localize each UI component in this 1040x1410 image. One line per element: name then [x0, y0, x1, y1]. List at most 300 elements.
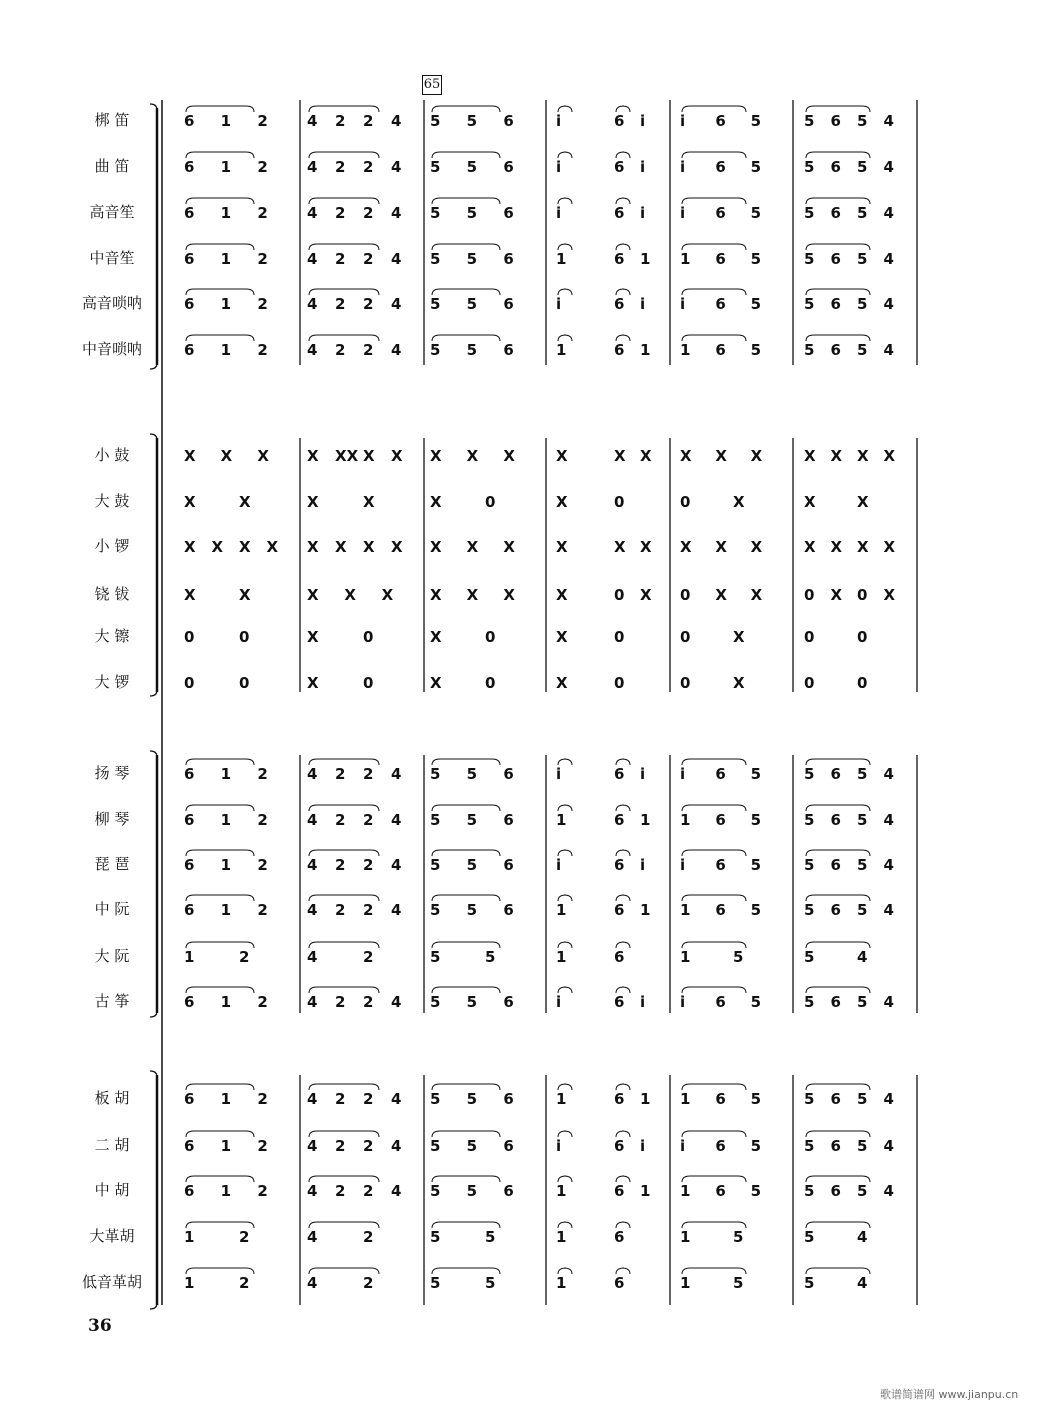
note: 2: [363, 1137, 374, 1155]
note: 5: [857, 811, 868, 829]
note: 5: [750, 856, 762, 874]
note: 5: [430, 1090, 441, 1108]
note: 2: [257, 295, 268, 313]
note: 5: [466, 112, 478, 130]
note: 4: [307, 1274, 318, 1292]
note: X: [184, 538, 196, 556]
note: 1: [640, 341, 651, 359]
note: X: [883, 538, 896, 556]
note: 5: [804, 901, 815, 919]
instrument-label: 大 镲: [94, 627, 130, 645]
note: 5: [466, 856, 478, 874]
note: 2: [363, 1182, 374, 1200]
note: 5: [430, 204, 441, 222]
note: 5: [804, 993, 815, 1011]
note: 2: [363, 158, 374, 176]
note: 6: [503, 204, 514, 222]
note: 5: [430, 901, 441, 919]
note: 5: [466, 993, 478, 1011]
note: i: [640, 993, 646, 1011]
note: 5: [857, 765, 868, 783]
instrument-label: 低音革胡: [81, 1273, 142, 1291]
note: 5: [430, 1228, 441, 1246]
note: 4: [391, 112, 402, 130]
note: 6: [184, 158, 195, 176]
note: i: [640, 158, 646, 176]
note: X: [363, 538, 375, 556]
note: X: [804, 447, 816, 465]
note: 1: [556, 250, 567, 268]
note: 5: [750, 1090, 762, 1108]
note: 2: [239, 1228, 250, 1246]
note: 5: [466, 901, 478, 919]
instrument-label: 梆 笛: [94, 111, 130, 129]
note: X: [503, 538, 515, 556]
note: X: [733, 628, 745, 646]
note: 6: [830, 993, 841, 1011]
note: X: [680, 447, 692, 465]
note: i: [640, 1137, 646, 1155]
note: 2: [257, 993, 268, 1011]
note: 6: [503, 1137, 514, 1155]
note: X: [804, 493, 816, 511]
note: i: [680, 1137, 686, 1155]
note: 1: [220, 295, 232, 313]
note: 2: [335, 993, 346, 1011]
note: 4: [307, 901, 318, 919]
note: 4: [883, 856, 894, 874]
note: X: [430, 674, 442, 692]
note: X: [239, 538, 251, 556]
note: 1: [220, 250, 232, 268]
note: 6: [830, 1137, 841, 1155]
note: 6: [715, 112, 726, 130]
note: X: [307, 493, 319, 511]
note: 1: [220, 341, 232, 359]
note: 2: [335, 1182, 346, 1200]
note: 5: [430, 856, 441, 874]
note: 2: [257, 856, 268, 874]
note: 4: [391, 158, 402, 176]
note: 5: [485, 1274, 496, 1292]
note: i: [680, 993, 686, 1011]
instrument-label: 大 锣: [94, 673, 130, 691]
note: 0: [184, 628, 195, 646]
note: 4: [307, 1228, 318, 1246]
note: 6: [184, 295, 195, 313]
note: 5: [804, 1228, 815, 1246]
instrument-label: 大 鼓: [94, 492, 130, 510]
slur-arc: [682, 1131, 746, 1137]
note: 6: [830, 1090, 841, 1108]
note: 1: [220, 1137, 232, 1155]
note: 4: [307, 295, 318, 313]
note: X: [307, 586, 319, 604]
note: 5: [804, 856, 815, 874]
note: X: [556, 674, 568, 692]
note: 2: [257, 204, 268, 222]
note: 6: [830, 158, 841, 176]
note: 5: [430, 1137, 441, 1155]
rehearsal-mark: 65: [422, 75, 442, 95]
note: 6: [715, 204, 726, 222]
note: 4: [391, 295, 402, 313]
note: X: [556, 628, 568, 646]
note: i: [640, 204, 646, 222]
note: X: [883, 586, 896, 604]
note: 2: [335, 856, 346, 874]
note: 0: [680, 493, 691, 511]
note: 5: [750, 1137, 762, 1155]
slur-arc: [682, 1176, 746, 1182]
note: 6: [614, 250, 625, 268]
note: 4: [883, 204, 894, 222]
slur-arc: [682, 106, 746, 112]
note: 5: [857, 1182, 868, 1200]
note: 2: [257, 1182, 268, 1200]
note: 5: [750, 993, 762, 1011]
note: X: [715, 538, 727, 556]
note: 4: [307, 948, 318, 966]
note: 1: [556, 341, 567, 359]
note: 5: [430, 112, 441, 130]
note: X: [556, 586, 568, 604]
note: X: [466, 586, 479, 604]
note: X: [640, 586, 652, 604]
note: 2: [363, 948, 374, 966]
note: X: [391, 447, 403, 465]
note: 6: [614, 811, 625, 829]
note: 5: [857, 295, 868, 313]
note: 6: [614, 856, 625, 874]
note: 5: [466, 1090, 478, 1108]
note: 4: [883, 295, 894, 313]
note: 1: [680, 1090, 691, 1108]
note: X: [830, 586, 843, 604]
note: 2: [363, 765, 374, 783]
note: X: [857, 538, 869, 556]
note: 6: [503, 765, 514, 783]
note: 6: [715, 1090, 726, 1108]
slur-arc: [682, 759, 746, 765]
note: 0: [680, 628, 691, 646]
note: i: [640, 295, 646, 313]
note: X: [211, 538, 224, 556]
note: X: [430, 628, 442, 646]
note: 1: [680, 1228, 691, 1246]
note: X: [883, 447, 896, 465]
note: 6: [614, 1228, 625, 1246]
note: 5: [857, 341, 868, 359]
note: 2: [363, 341, 374, 359]
note: 4: [857, 1274, 868, 1292]
watermark: 歌谱简谱网 www.jianpu.cn: [880, 1388, 1019, 1401]
note: X: [307, 447, 319, 465]
note: 6: [614, 1137, 625, 1155]
note: 0: [804, 586, 815, 604]
note: X: [556, 447, 568, 465]
instrument-label: 大 阮: [94, 947, 130, 965]
note: 1: [556, 811, 567, 829]
slur-arc: [682, 1084, 746, 1090]
note: 5: [804, 811, 815, 829]
note: 2: [257, 158, 268, 176]
note: 5: [430, 993, 441, 1011]
note: 1: [680, 1182, 691, 1200]
note: 2: [335, 1090, 346, 1108]
note: 5: [485, 948, 496, 966]
note: i: [556, 295, 562, 313]
note: 6: [715, 856, 726, 874]
note: 6: [184, 1090, 195, 1108]
note: 0: [680, 586, 691, 604]
note: i: [556, 112, 562, 130]
note: X: [733, 493, 745, 511]
instrument-label: 高音唢呐: [81, 294, 142, 312]
note: 1: [680, 341, 691, 359]
note: 5: [857, 901, 868, 919]
note: 5: [804, 250, 815, 268]
note: X: [430, 447, 442, 465]
note: X: [430, 538, 442, 556]
instrument-label: 小 鼓: [94, 446, 130, 464]
note: 5: [430, 158, 441, 176]
note: X: [466, 538, 479, 556]
note: i: [680, 856, 686, 874]
note: 1: [220, 901, 232, 919]
note: 6: [503, 1090, 514, 1108]
instrument-label: 曲 笛: [94, 157, 130, 175]
note: X: [307, 628, 319, 646]
note: X: [733, 674, 745, 692]
note: 1: [680, 811, 691, 829]
note: 4: [883, 993, 894, 1011]
note: i: [556, 856, 562, 874]
note: 6: [184, 112, 195, 130]
note: 6: [184, 993, 195, 1011]
note: 1: [184, 1274, 195, 1292]
slur-arc: [682, 152, 746, 158]
instrument-label: 大革胡: [89, 1227, 135, 1245]
note: 0: [239, 628, 250, 646]
note: 4: [391, 811, 402, 829]
note: 2: [363, 112, 374, 130]
note: 5: [804, 1137, 815, 1155]
note: 5: [750, 158, 762, 176]
note: 0: [857, 674, 868, 692]
note: 5: [857, 158, 868, 176]
slur-arc: [682, 850, 746, 856]
note: 6: [503, 112, 514, 130]
note: 6: [614, 341, 625, 359]
note: 6: [503, 901, 514, 919]
note: 4: [883, 250, 894, 268]
note: 6: [184, 811, 195, 829]
instrument-label: 小 锣: [94, 537, 130, 555]
note: 6: [614, 948, 625, 966]
note: X: [363, 447, 375, 465]
note: 6: [503, 811, 514, 829]
instrument-label: 中 胡: [94, 1181, 130, 1199]
note: 1: [680, 948, 691, 966]
instrument-label: 中音笙: [89, 249, 135, 267]
note: 6: [830, 765, 841, 783]
note: 4: [307, 856, 318, 874]
note: 6: [614, 158, 625, 176]
note: 5: [857, 1090, 868, 1108]
note: 2: [335, 811, 346, 829]
slur-arc: [682, 244, 746, 250]
note: 4: [391, 856, 402, 874]
note: 6: [503, 856, 514, 874]
note: 4: [883, 1182, 894, 1200]
note: 5: [750, 1182, 762, 1200]
note: 4: [883, 1137, 894, 1155]
note: X: [381, 586, 394, 604]
note: 6: [184, 204, 195, 222]
note: 0: [485, 493, 496, 511]
note: 2: [335, 295, 346, 313]
note: X: [391, 538, 403, 556]
note: 5: [466, 811, 478, 829]
note: 6: [184, 901, 195, 919]
note: 4: [883, 341, 894, 359]
note: X: [430, 493, 442, 511]
note: 5: [857, 112, 868, 130]
note: 2: [363, 993, 374, 1011]
note: 5: [750, 901, 762, 919]
note: 4: [391, 1182, 402, 1200]
note: 2: [335, 158, 346, 176]
note: 2: [363, 204, 374, 222]
note: X: [239, 586, 251, 604]
note: 4: [307, 341, 318, 359]
note: 6: [715, 1182, 726, 1200]
note: 5: [857, 204, 868, 222]
note: 1: [220, 856, 232, 874]
note: 0: [614, 493, 625, 511]
note: i: [556, 158, 562, 176]
note: 6: [715, 901, 726, 919]
note: 1: [220, 811, 232, 829]
note: 4: [307, 158, 318, 176]
note: 4: [307, 1182, 318, 1200]
note: 6: [614, 901, 625, 919]
note: 1: [640, 811, 651, 829]
note: i: [556, 204, 562, 222]
note: 0: [485, 628, 496, 646]
instrument-label: 板 胡: [94, 1089, 130, 1107]
note: 2: [257, 1137, 268, 1155]
note: X: [857, 493, 869, 511]
note: 5: [430, 1182, 441, 1200]
note: 2: [363, 856, 374, 874]
note: 0: [485, 674, 496, 692]
note: 6: [715, 295, 726, 313]
note: 6: [503, 341, 514, 359]
note: 4: [391, 993, 402, 1011]
note: 0: [857, 586, 868, 604]
note: i: [640, 765, 646, 783]
note: 5: [466, 1182, 478, 1200]
note: 1: [184, 1228, 195, 1246]
note: 5: [750, 250, 762, 268]
slur-arc: [682, 805, 746, 811]
note: 4: [307, 204, 318, 222]
note: 5: [430, 811, 441, 829]
note: 1: [556, 901, 567, 919]
note: X: [335, 538, 347, 556]
note: X: [857, 447, 869, 465]
note: X: [830, 447, 843, 465]
note: 4: [307, 112, 318, 130]
note: X: [680, 538, 692, 556]
note: X: [715, 586, 727, 604]
note: 6: [830, 112, 841, 130]
note: 4: [391, 901, 402, 919]
note: 6: [614, 295, 625, 313]
note: 5: [857, 856, 868, 874]
slur-arc: [682, 198, 746, 204]
note: 5: [857, 993, 868, 1011]
note: 6: [184, 765, 195, 783]
instrument-label: 柳 琴: [94, 810, 130, 828]
note: 5: [733, 948, 744, 966]
note: X: [220, 447, 233, 465]
note: i: [680, 765, 686, 783]
note: 6: [715, 1137, 726, 1155]
note: 2: [363, 1090, 374, 1108]
note: X: [430, 586, 442, 604]
note: 4: [307, 993, 318, 1011]
note: 2: [335, 765, 346, 783]
note: 5: [430, 948, 441, 966]
note: 4: [883, 901, 894, 919]
note: 4: [883, 112, 894, 130]
note: 2: [257, 1090, 268, 1108]
note: i: [680, 158, 686, 176]
instrument-label: 琵 琶: [94, 855, 130, 873]
note: 0: [614, 586, 625, 604]
note: 0: [363, 628, 374, 646]
note: 6: [830, 811, 841, 829]
note: 5: [804, 341, 815, 359]
note: i: [556, 1137, 562, 1155]
note: 4: [307, 811, 318, 829]
note: 6: [614, 1090, 625, 1108]
note: 5: [750, 204, 762, 222]
note: 2: [239, 948, 250, 966]
note: 6: [715, 993, 726, 1011]
note: X: [184, 586, 196, 604]
note: 0: [184, 674, 195, 692]
note: 2: [335, 1137, 346, 1155]
note: 0: [680, 674, 691, 692]
note: 4: [883, 158, 894, 176]
note: X: [307, 538, 319, 556]
note: i: [680, 204, 686, 222]
note: i: [680, 112, 686, 130]
note: 4: [391, 250, 402, 268]
note: i: [556, 765, 562, 783]
note: 6: [503, 250, 514, 268]
note: 6: [614, 1274, 625, 1292]
note: 6: [614, 204, 625, 222]
note: 6: [184, 341, 195, 359]
note: 2: [335, 901, 346, 919]
note: 2: [257, 112, 268, 130]
note: 6: [830, 250, 841, 268]
